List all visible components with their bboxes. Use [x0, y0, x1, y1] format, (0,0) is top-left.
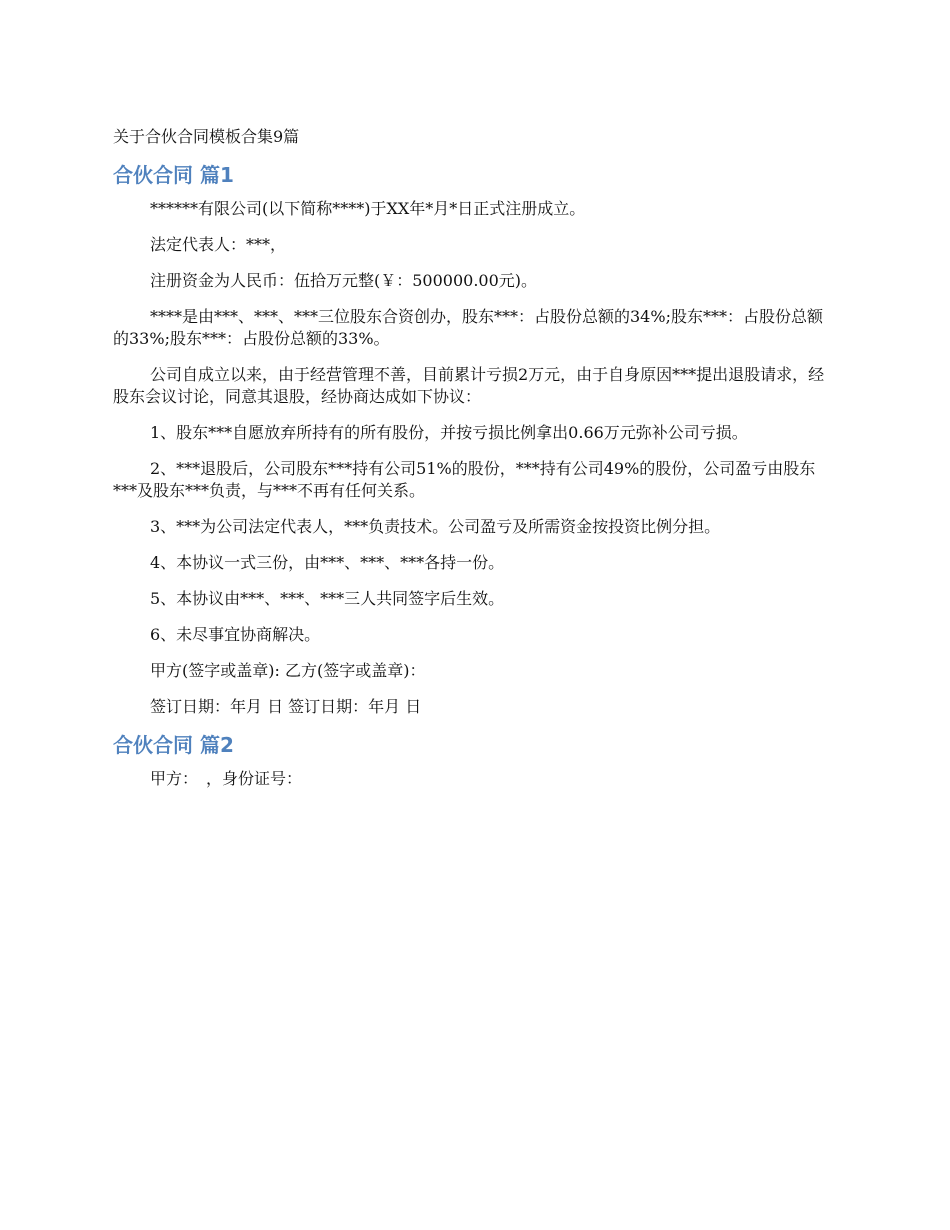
section-heading: 合伙合同 篇2 — [113, 733, 234, 757]
section-heading: 合伙合同 篇1 — [113, 163, 234, 187]
section-1 — [113, 162, 838, 718]
paragraph: 注册资金为人民币：伍拾万元整(￥：500000.00元)。 — [150, 271, 538, 290]
paragraph: ******有限公司(以下简称****)于XX年*月*日正式注册成立。 — [150, 199, 586, 218]
paragraph: 法定代表人：***， — [150, 235, 287, 254]
paragraph: 4、本协议一式三份，由***、***、***各持一份。 — [150, 553, 505, 572]
paragraph: 5、本协议由***、***、***三人共同签字后生效。 — [150, 589, 505, 608]
paragraph: 6、未尽事宜协商解决。 — [150, 625, 321, 644]
paragraph: 2、***退股后，公司股东***持有公司51%的股份，***持有公司49%的股份，公司盈亏由股东***及股东***负责，与***不再有任何关系。 — [113, 459, 816, 500]
signing-date-line: 签订日期：年月 日 签订日期：年月 日 — [150, 697, 422, 716]
section-2 — [113, 732, 838, 790]
document-title: 关于合伙合同模板合集9篇 — [113, 127, 300, 146]
document-body — [113, 126, 838, 804]
signature-line: 甲方(签字或盖章): 乙方(签字或盖章)： — [150, 661, 426, 680]
paragraph: ****是由***、***、***三位股东合资创办，股东***：占股份总额的34%;股东***：占股份总额的33%;股东***：占股份总额的33%。 — [113, 307, 823, 348]
paragraph: 甲方： ，身份证号： — [150, 769, 303, 788]
paragraph: 3、***为公司法定代表人，***负责技术。公司盈亏及所需资金按投资比例分担。 — [150, 517, 721, 536]
paragraph: 公司自成立以来，由于经营管理不善，目前累计亏损2万元，由于自身原因***提出退股请求，经股东会议讨论，同意其退股，经协商达成如下协议： — [113, 365, 825, 406]
paragraph: 1、股东***自愿放弃所持有的所有股份，并按亏损比例拿出0.66万元弥补公司亏损。 — [150, 423, 748, 442]
